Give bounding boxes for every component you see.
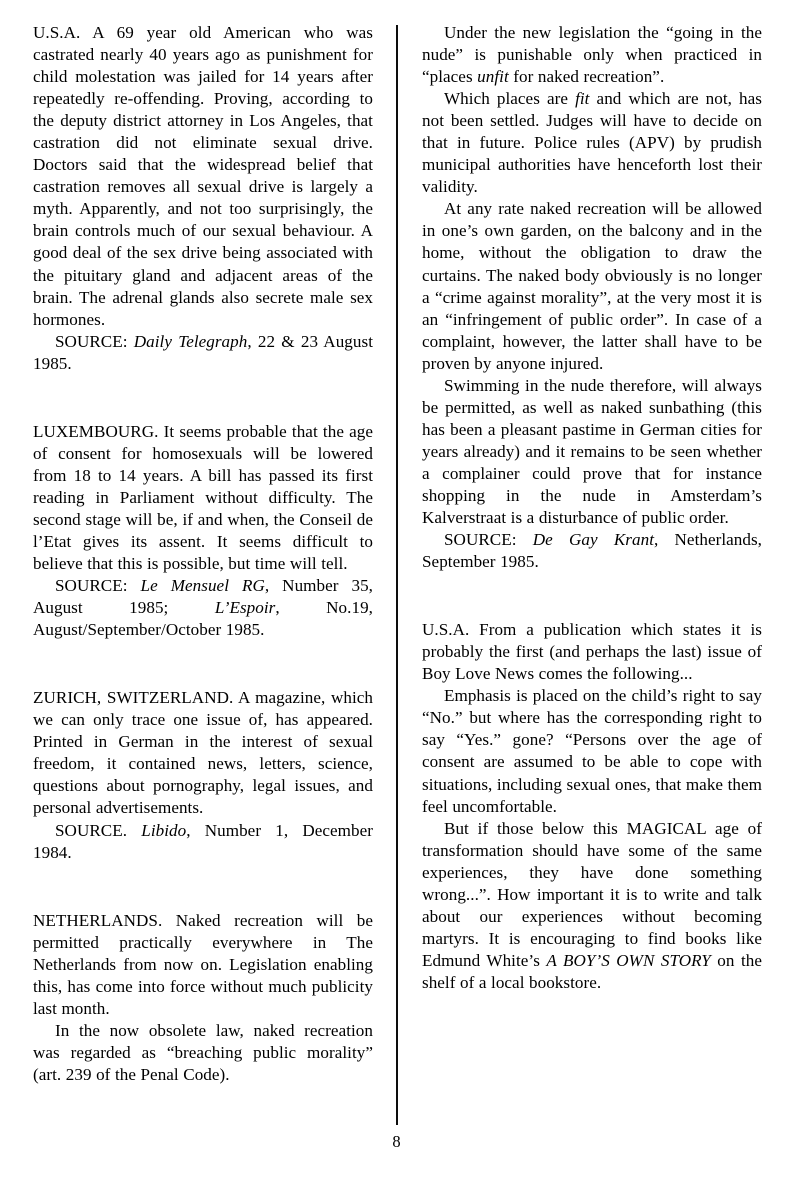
- page-number: 8: [392, 1132, 401, 1151]
- source-publication-title: De Gay Krant: [532, 530, 654, 550]
- article-netherlands-naked-recreation: [33, 910, 373, 1086]
- paragraph-text-post: for naked recreation”.: [508, 67, 665, 87]
- article-source-line: [33, 331, 373, 375]
- article-spacer: [33, 375, 373, 421]
- paragraph-text-post: and which are not, has not been settled. Judges will have to decide on that in future. Police rules (APV) by prudish municipal authorities have henceforth lost their validity.: [422, 89, 762, 197]
- article-body-paragraph: [422, 818, 762, 994]
- article-body-paragraph: In the now obsolete law, naked recreation was regarded as “breaching public morality” (art. 239 of the Penal Code).: [33, 1020, 373, 1084]
- source-publication-title-secondary: L’Espoir: [214, 598, 276, 618]
- book-title: A BOY’S OWN STORY: [546, 950, 711, 970]
- article-source-line: [422, 529, 762, 573]
- article-body-paragraph: Emphasis is placed on the child’s right to say “No.” but where has the corresponding right to say “Yes.” gone? “Persons over the age of consent are assumed to be able to cope with situations, including sexual ones, that make them feel uncomfortable.: [422, 686, 762, 816]
- source-detail: , Number 1, December 1984.: [33, 820, 373, 862]
- article-body-paragraph: LUXEMBOURG. It seems probable that the age of consent for homosexuals will be lowered from 18 to 14 years. A bill has passed its first reading in Parliament without difficulty. The second stage will be, if and when, the Conseil de l’Etat gives its assent. It seems difficult to believe that this is possible, but time will tell.: [33, 421, 373, 574]
- source-label: SOURCE.: [55, 820, 128, 840]
- emphasis-word: unfit: [477, 67, 509, 87]
- source-detail: , 22 & 23 August 1985.: [33, 331, 373, 373]
- two-column-body: [33, 22, 762, 1117]
- source-label: SOURCE:: [444, 530, 517, 550]
- article-usa-castration: [33, 22, 373, 375]
- source-publication-title: Daily Telegraph: [133, 331, 248, 351]
- article-spacer: [422, 573, 762, 619]
- article-body-paragraph: ZURICH, SWITZERLAND. A magazine, which we can only trace one issue of, has appeared. Printed in German in the interest of sexual freedom, it contained news, letters, science, questions about pornography, legal issues, and personal advertisements.: [33, 688, 373, 818]
- article-netherlands-continued: [422, 22, 762, 573]
- paragraph-text-post: on the shelf of a local bookstore.: [422, 950, 762, 992]
- article-spacer: [33, 864, 373, 910]
- source-detail: , No.19, August/September/October 1985.: [33, 598, 373, 640]
- emphasis-word: fit: [575, 89, 590, 109]
- article-source-line: [33, 575, 373, 641]
- article-body-paragraph: U.S.A. From a publication which states it is probably the first (and perhaps the last) issue of Boy Love News comes the following...: [422, 620, 762, 684]
- paragraph-text-pre: But if those below this MAGICAL age of transformation should have some of the same experiences, they have done something wrong...”. How important it is to write and talk about our experiences without becoming martyrs. It is encouraging to find books like Edmund White’s: [422, 818, 762, 970]
- source-detail-mid: , Number 35, August 1985;: [33, 576, 374, 618]
- article-body-paragraph: [422, 22, 762, 88]
- source-publication-title: Le Mensuel RG: [140, 576, 265, 596]
- article-source-line: [33, 820, 373, 864]
- article-body-paragraph: NETHERLANDS. Naked recreation will be permitted practically everywhere in The Netherlands from now on. Legislation enabling this, has come into force without much publicity last month.: [33, 910, 373, 1018]
- article-body-paragraph: [422, 88, 762, 198]
- source-detail: , Netherlands, September 1985.: [422, 530, 762, 572]
- article-zurich-switzerland-magazine: [33, 687, 373, 863]
- article-luxembourg-age-of-consent: [33, 421, 373, 641]
- article-usa-boy-love-news: [422, 619, 762, 994]
- right-column: [422, 22, 762, 994]
- paragraph-text-pre: Under the new legislation the “going in the nude” is punishable only when practiced in “places: [422, 23, 762, 87]
- source-publication-title: Libido: [141, 820, 187, 840]
- paragraph-text-pre: Which places are: [444, 89, 576, 109]
- article-body-paragraph: At any rate naked recreation will be allowed in one’s own garden, on the balcony and in the home, without the obligation to draw the curtains. The naked body obviously is no longer a “crime against morality”, at the very most it is an “infringement of public order”. In case of a complaint, however, the latter shall have to be proven by anyone injured.: [422, 199, 762, 373]
- article-spacer: [33, 641, 373, 687]
- source-label: SOURCE:: [55, 576, 128, 596]
- article-body-paragraph: Swimming in the nude therefore, will always be permitted, as well as naked sunbathing (this has been a pleasant pastime in German cities for years already) and it remains to be seen whether a complainer could prove that for instance shopping in the nude in Amsterdam’s Kalverstraat is a disturbance of public order.: [422, 375, 762, 528]
- article-body-paragraph: U.S.A. A 69 year old American who was castrated nearly 40 years ago as punishment for child molestation was jailed for 14 years after repeatedly re-offending. Proving, according to the deputy district attorney in Los Angeles, that castration did not eliminate sexual drive. Doctors said that the widespread belief that castration removes all sexual drive is largely a myth. Apparently, and not too surprisingly, the brain controls much of our sexual behaviour. A good deal of the sex drive being associated with the pituitary gland and adjacent areas of the brain. The adrenal glands also secrete male sex hormones.: [33, 23, 373, 329]
- left-column: [33, 22, 373, 1086]
- source-label: SOURCE:: [55, 331, 128, 351]
